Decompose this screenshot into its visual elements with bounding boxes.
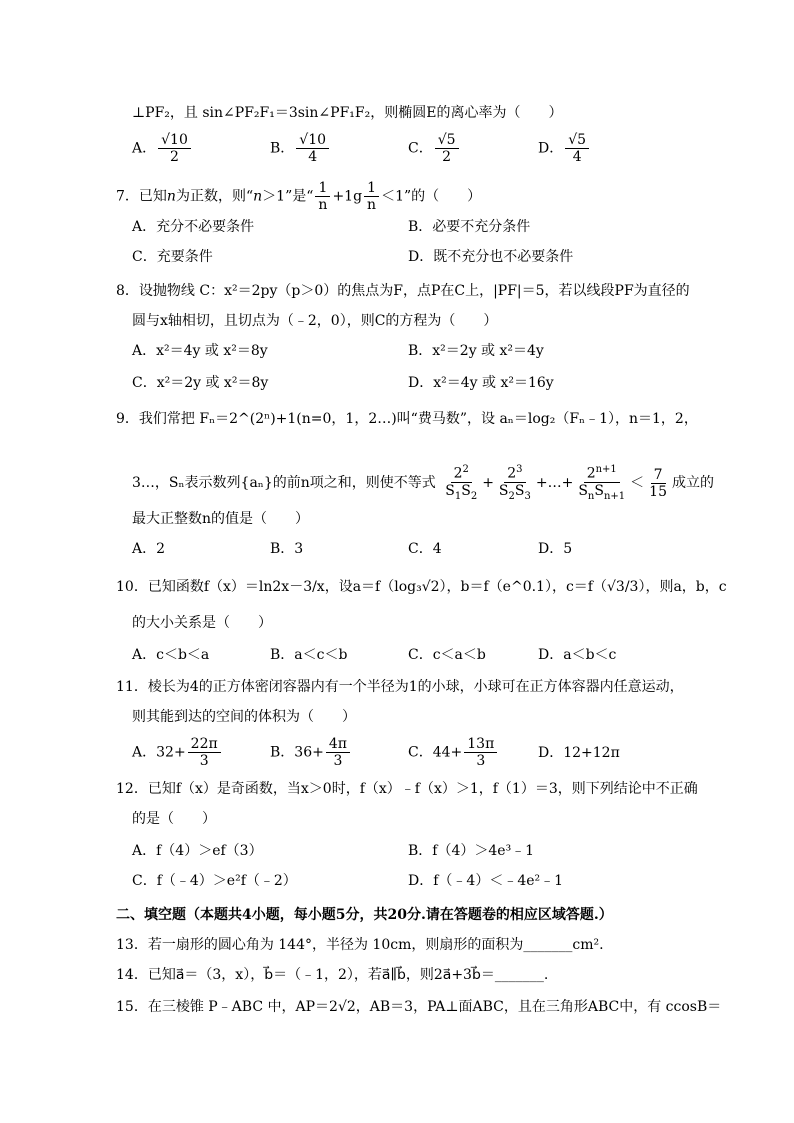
- q7-option-b: B．必要不充分条件: [408, 219, 531, 235]
- numerator: 4π: [326, 736, 350, 753]
- q7-text-post2: ＜1”的（ ）: [381, 188, 482, 205]
- option-prefix: 12+12π: [563, 745, 620, 761]
- q9-option-c: C．4: [408, 541, 442, 557]
- denominator: 2: [442, 149, 452, 165]
- q9-text-b: 成立的: [671, 475, 714, 492]
- q8-option-b: B．x²＝2y 或 x²＝4y: [408, 343, 544, 359]
- q8-option-c: C．x²＝2y 或 x²＝8y: [132, 375, 269, 391]
- q11-option-b: [270, 736, 352, 769]
- q7-line: 7．已知n为正数，则“n＞1”是“ $\frac{1}{n}$ +1g $\frac{1}{n}$ ＜1”的（ ）: [116, 180, 482, 213]
- fraction: [464, 736, 497, 769]
- denominator: 2: [170, 149, 179, 165]
- denominator: 3: [199, 753, 209, 769]
- q6-option-b: [270, 132, 331, 165]
- q12-line-1: 12．已知f（x）是奇函数，当x＞0时，f（x）﹣f（x）＞1，f（1）＝3，则下列结论中不正确: [116, 781, 698, 797]
- option-prefix: 44+: [432, 744, 463, 761]
- numerator: √5: [565, 132, 589, 149]
- q10-line-2: 的大小关系是（ ）: [132, 615, 272, 631]
- q11-line-1: 11．棱长为4的正方体密闭容器内有一个半径为1的小球，小球可在正方体容器内任意运动，: [116, 679, 684, 695]
- option-label: A．: [132, 744, 157, 761]
- section-2-heading: 二、填空题（本题共4小题，每小题5分，共20分.请在答题卷的相应区域答题.）: [116, 907, 613, 923]
- q7-text-pre: 7．已知: [116, 188, 167, 205]
- fraction-term-1: $\frac{2^2}{S_1S_2}$: [445, 464, 478, 502]
- q6-option-c: [408, 132, 461, 165]
- numerator: 22π: [188, 736, 221, 753]
- fraction: [188, 736, 221, 769]
- q11-option-d: [538, 744, 620, 762]
- q6-tail-line: ⊥PF₂，且 sin∠PF₂F₁＝3sin∠PF₁F₂，则椭圆E的离心率为（ ）: [132, 105, 563, 121]
- q8-line-1: 8．设抛物线 C：x²＝2py（p＞0）的焦点为F，点P在C上，|PF|＝5，若以线段PF为直径的: [116, 283, 690, 299]
- q7-text-mid: 为正数，则“: [175, 188, 254, 205]
- q10-line-1: 10．已知函数f（x）＝ln2x－3/x，设a＝f（log₃√2），b＝f（e^0.1），c＝f（√3/3），则a，b，c: [116, 579, 727, 595]
- option-label: D．: [538, 745, 564, 761]
- option-label: B．: [270, 744, 295, 761]
- option-label: C．: [408, 744, 433, 761]
- q7-text-post1: ”是“: [285, 188, 314, 205]
- q12-line-2: 的是（ ）: [132, 811, 216, 827]
- q8-line-2: 圆与x轴相切，且切点为（﹣2，0），则C的方程为（ ）: [132, 313, 498, 329]
- option-label: D．: [538, 140, 564, 157]
- q9-line-3: 最大正整数n的值是（ ）: [132, 511, 310, 527]
- q7-option-c: C．充要条件: [132, 249, 213, 265]
- fraction: [435, 132, 459, 165]
- numerator: 13π: [464, 736, 497, 753]
- q10-option-c: C．c＜a＜b: [408, 647, 486, 663]
- q12-option-b: B．f（4）＞4e³﹣1: [408, 843, 535, 859]
- q9-option-a: A．2: [132, 541, 166, 557]
- fraction-1-over-n-log: $\frac{1}{n}$: [364, 180, 379, 213]
- denominator: 3: [333, 753, 343, 769]
- q12-option-a: A．f（4）＞ef（3）: [132, 843, 263, 859]
- q9-line-1: 9．我们常把 Fₙ＝2^(2ⁿ)+1(n=0，1，2…)叫“费马数”，设 aₙ＝log₂（Fₙ﹣1），n＝1，2，: [116, 411, 698, 427]
- q8-option-a: A．x²＝4y 或 x²＝8y: [132, 343, 268, 359]
- q9-text-a: 3…，Sₙ表示数列{aₙ}的前n项之和，则使不等式: [132, 475, 436, 492]
- q13-line: 13．若一扇形的圆心角为 144°，半径为 10cm，则扇形的面积为_______cm².: [116, 937, 604, 953]
- q9-line-2: 3…，Sₙ表示数列{aₙ}的前n项之和，则使不等式 $\frac{2^2}{S_1S_2}$ + $\frac{2^3}{S_2S_3}$ +…+ $\frac{2^{n+1}}{S_nS_{n+1}}$ ＜ $\frac{7}{15}$ 成立的: [132, 462, 714, 504]
- fraction: [326, 736, 350, 769]
- q11-option-c: [408, 736, 499, 769]
- q7-option-d: D．既不充分也不必要条件: [408, 249, 574, 265]
- q14-line: 14．已知a⃗＝（3，x），b⃗＝（﹣1，2），若a⃗∥b⃗，则2a⃗+3b⃗＝_______.: [116, 967, 549, 983]
- fraction-7-15: $\frac{7}{15}$: [649, 466, 667, 500]
- option-label: C．: [408, 140, 433, 157]
- denominator: 4: [572, 149, 582, 165]
- q12-option-d: D．f（﹣4）＜﹣4e²﹣1: [408, 873, 564, 889]
- option-prefix: 32+: [156, 744, 186, 761]
- fraction: [158, 132, 191, 165]
- fraction-term-n: $\frac{2^{n+1}}{S_nS_{n+1}}$: [578, 464, 626, 502]
- q9-option-d: D．5: [538, 541, 573, 557]
- q11-option-a: [132, 736, 223, 769]
- q7-option-a: A．充分不必要条件: [132, 219, 255, 235]
- fraction-term-2: $\frac{2^3}{S_2S_3}$: [498, 464, 531, 502]
- denominator: 3: [476, 753, 486, 769]
- fraction: [565, 132, 589, 165]
- numerator: √5: [435, 132, 459, 149]
- option-label: A．: [132, 140, 157, 157]
- option-prefix: 36+: [294, 744, 324, 761]
- q11-line-2: 则其能到达的空间的体积为（ ）: [132, 709, 356, 725]
- q8-option-d: D．x²＝4y 或 x²＝16y: [408, 375, 554, 391]
- q6-option-a: [132, 132, 193, 165]
- fraction-1-over-n: $\frac{1}{n}$: [315, 180, 330, 213]
- q10-option-a: A．c＜b＜a: [132, 647, 210, 663]
- fraction: [296, 132, 329, 165]
- numerator: √10: [158, 132, 191, 149]
- denominator: 4: [308, 149, 318, 165]
- q15-line: 15．在三棱锥 P﹣ABC 中，AP＝2√2，AB＝3，PA⊥面ABC，且在三角形ABC中，有 ccosB＝: [116, 999, 722, 1015]
- option-label: B．: [270, 140, 295, 157]
- q6-option-d: [538, 132, 591, 165]
- q10-option-b: B．a＜c＜b: [270, 647, 348, 663]
- q10-option-d: D．a＜b＜c: [538, 647, 617, 663]
- numerator: √10: [296, 132, 329, 149]
- q12-option-c: C．f（﹣4）＞e²f（﹣2）: [132, 873, 297, 889]
- q9-option-b: B．3: [270, 541, 304, 557]
